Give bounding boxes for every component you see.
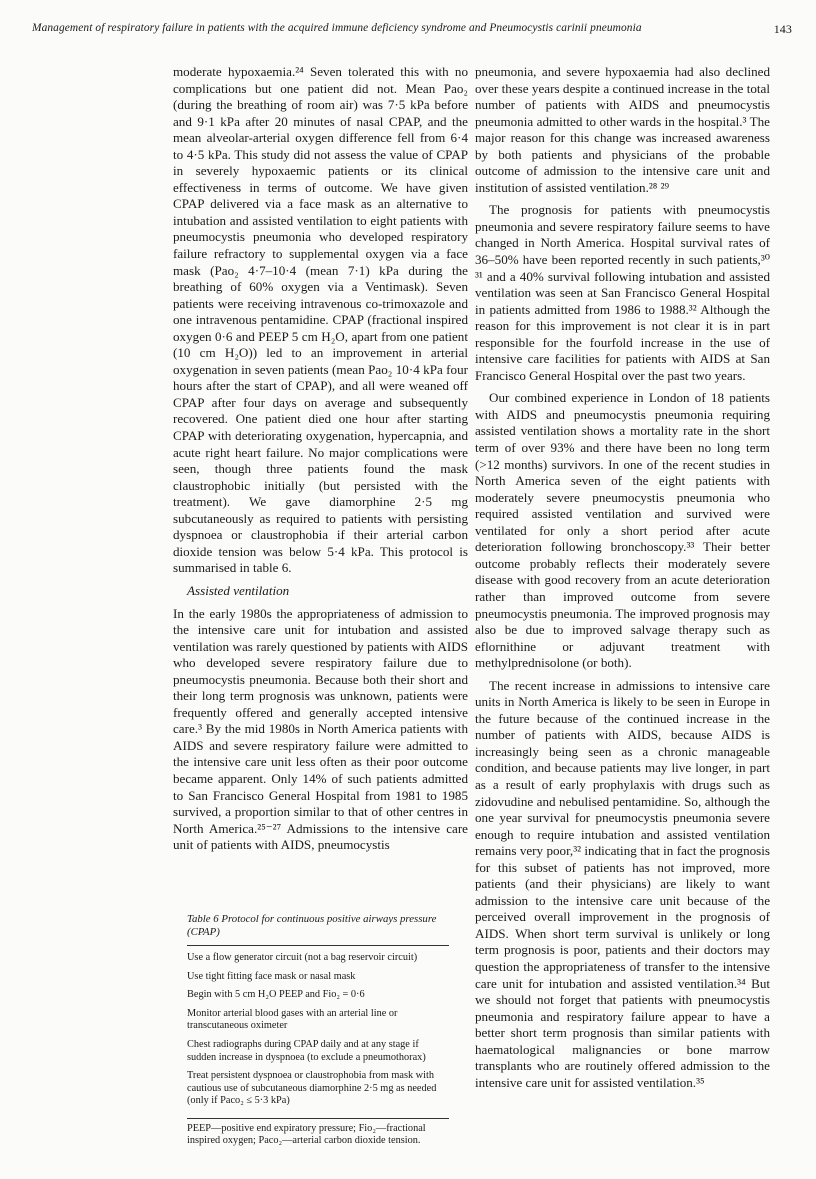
right-paragraph-2: The prognosis for patients with pneumocystis pneumonia and severe respiratory failure seems to have changed in North America. Hospital survival rates of 36–50% have been reported recently in such patients,³⁰ ³¹ and a 40% survival following intubation and assisted ventilation was seen at San Francisco General Hospital in patients admitted from 1986 to 1988.³² Although the reason for this improvement is not clear it is in part responsible for the fourfold increase in the use of intensive care facilities for patients with AIDS at San Francisco General Hospital over the past two years. [475, 202, 770, 383]
table-row: Use tight fitting face mask or nasal mask [187, 970, 356, 982]
table-6-footnote: PEEP—positive end expiratory pressure; Fio₂—fractional inspired oxygen; Paco₂—arterial carbon dioxide tension. [187, 1122, 426, 1147]
table-6-caption: Table 6 Protocol for continuous positive airways pressure (CPAP) [187, 913, 437, 938]
table-row: Chest radiographs during CPAP daily and at any stage if sudden increase in dyspnoea (to exclude a pneumothorax) [187, 1038, 426, 1063]
left-paragraph-2: In the early 1980s the appropriateness of admission to the intensive care unit for intubation and assisted ventilation was rarely questioned by patients with AIDS who developed severe respiratory failure due to pneumocystis pneumonia. Because both their short and their long term prognosis was unknown, patients were frequently offered and generally accepted intensive care.³ By the mid 1980s in North America patients with AIDS and severe respiratory failure were admitted to the intensive care unit less often as their poor outcome became apparent. Only 14% of such patients admitted to San Francisco General Hospital from 1981 to 1985 survived, a proportion similar to that of other centres in North America.²⁵⁻²⁷ Admissions to the intensive care unit of patients with AIDS, pneumocystis [173, 605, 468, 853]
table-row: Monitor arterial blood gases with an arterial line or transcutaneous oximeter [187, 1007, 398, 1032]
table-6 [187, 913, 449, 1148]
running-title: Management of respiratory failure in patients with the acquired immune deficiency syndrome and Pneumocystis carinii pneumonia [32, 22, 642, 34]
page-number: 143 [773, 22, 792, 36]
left-column [173, 64, 468, 854]
table-row: Use a flow generator circuit (not a bag reservoir circuit) [187, 952, 418, 963]
table-row: Begin with 5 cm H₂O PEEP and Fio₂ = 0·6 [187, 989, 365, 1001]
table-6-rows [187, 946, 449, 1118]
section-heading-assisted-ventilation: Assisted ventilation [187, 582, 290, 598]
right-paragraph-4: The recent increase in admissions to intensive care units in North America is likely to be seen in Europe in the future because of the continued increase in the number of patients with AIDS, because AIDS is increasingly being seen as a chronic manageable condition, and because patients may live longer, in part as a result of early prophylaxis with drugs such as zidovudine and nebulised pentamidine. So, although the one year survival for pneumocystis pneumonia severe enough to require intubation and assisted ventilation remains very poor,³² indicating that in fact the prognosis for this subset of patients has not improved, more patients (and their physicians) are likely to want admission to the intensive care unit because of the perceived overall improvement in the prognosis of AIDS. When short term survival is unlikely or long term prognosis is poor, patients and their doctors may question the appropriateness of transfer to the intensive care unit for intubation and assisted ventilation.³⁴ But we should not forget that patients with pneumocystis pneumonia and respiratory failure appear to have a better short term prognosis than similar patients with haematological malignancies or bone marrow transplants who are routinely offered admission to the intensive care unit for assisted ventilation.³⁵ [475, 677, 770, 1090]
left-paragraph-1: moderate hypoxaemia.²⁴ Seven tolerated this with no complications but one patient did not. Mean Pao₂ (during the breathing of room air) was 7·5 kPa before and 9·1 kPa after 20 minutes of nasal CPAP, and the mean alveolar-arterial oxygen difference fell from 6·4 to 4·5 kPa. This study did not assess the value of CPAP in severely hypoxaemic patients or its clinical effectiveness in terms of outcome. We have given CPAP delivered via a face mask as an alternative to intubation and assisted ventilation to eight patients with pneumocystis pneumonia who developed respiratory failure refractory to supplemental oxygen via a face mask (Pao₂ 4·7–10·4 (mean 7·1) kPa during the breathing of 60% oxygen via a Ventimask). Seven patients were receiving intravenous co-trimoxazole and one intravenous pentamidine. CPAP (fractional inspired oxygen 0·6 and PEEP 5 cm H₂O, apart from one patient (10 cm H₂O)) led to an improvement in arterial oxygenation in seven patients (mean Pao₂ 10·4 kPa four hours after the start of CPAP), and all were weaned off CPAP after four days on average and subsequently recovered. One patient died one hour after starting CPAP with deteriorating oxygenation, hypercapnia, and acute right heart failure. No major complications were seen, though three patients found the mask claustrophobic initially (but persisted with the treatment). We gave diamorphine 2·5 mg subcutaneously as required to patients with persisting dyspnoea or claustrophobia if their arterial carbon dioxide tension was below 5·4 kPa. This protocol is summarised in table 6. [173, 64, 468, 576]
right-column [475, 64, 770, 1091]
table-row: Treat persistent dyspnoea or claustrophobia from mask with cautious use of subcutaneous diamorphine 2·5 mg as needed (only if Paco₂ ≤ 5·3 kPa) [187, 1070, 437, 1107]
running-header [32, 22, 792, 34]
right-paragraph-1: pneumonia, and severe hypoxaemia had also declined over these years despite a continued increase in the total number of patients with AIDS and pneumocystis pneumonia admitted to other wards in the hospital.³ The major reason for this change was increased awareness by both patients and physicians of the probable outcome of admission to the intensive care unit and institution of assisted ventilation.²⁸ ²⁹ [475, 64, 770, 195]
right-paragraph-3: Our combined experience in London of 18 patients with AIDS and pneumocystis pneumonia requiring assisted ventilation shows a mortality rate in the short term of over 93% and there have been no long term (>12 months) survivors. In one of the recent studies in North America seven of the eight patients with moderately severe pneumocystis pneumonia who required assisted ventilation and survived were ventilated for only a short period after acute deterioration following bronchoscopy.³³ Their better outcome probably reflects their moderately severe disease with good recovery from an acute deterioration rather than improved outcome from severe pneumocystis pneumonia. The improved prognosis may also be due to improved salvage therapy such as eflornithine or adjuvant treatment with methylprednisolone (or both). [475, 390, 770, 671]
